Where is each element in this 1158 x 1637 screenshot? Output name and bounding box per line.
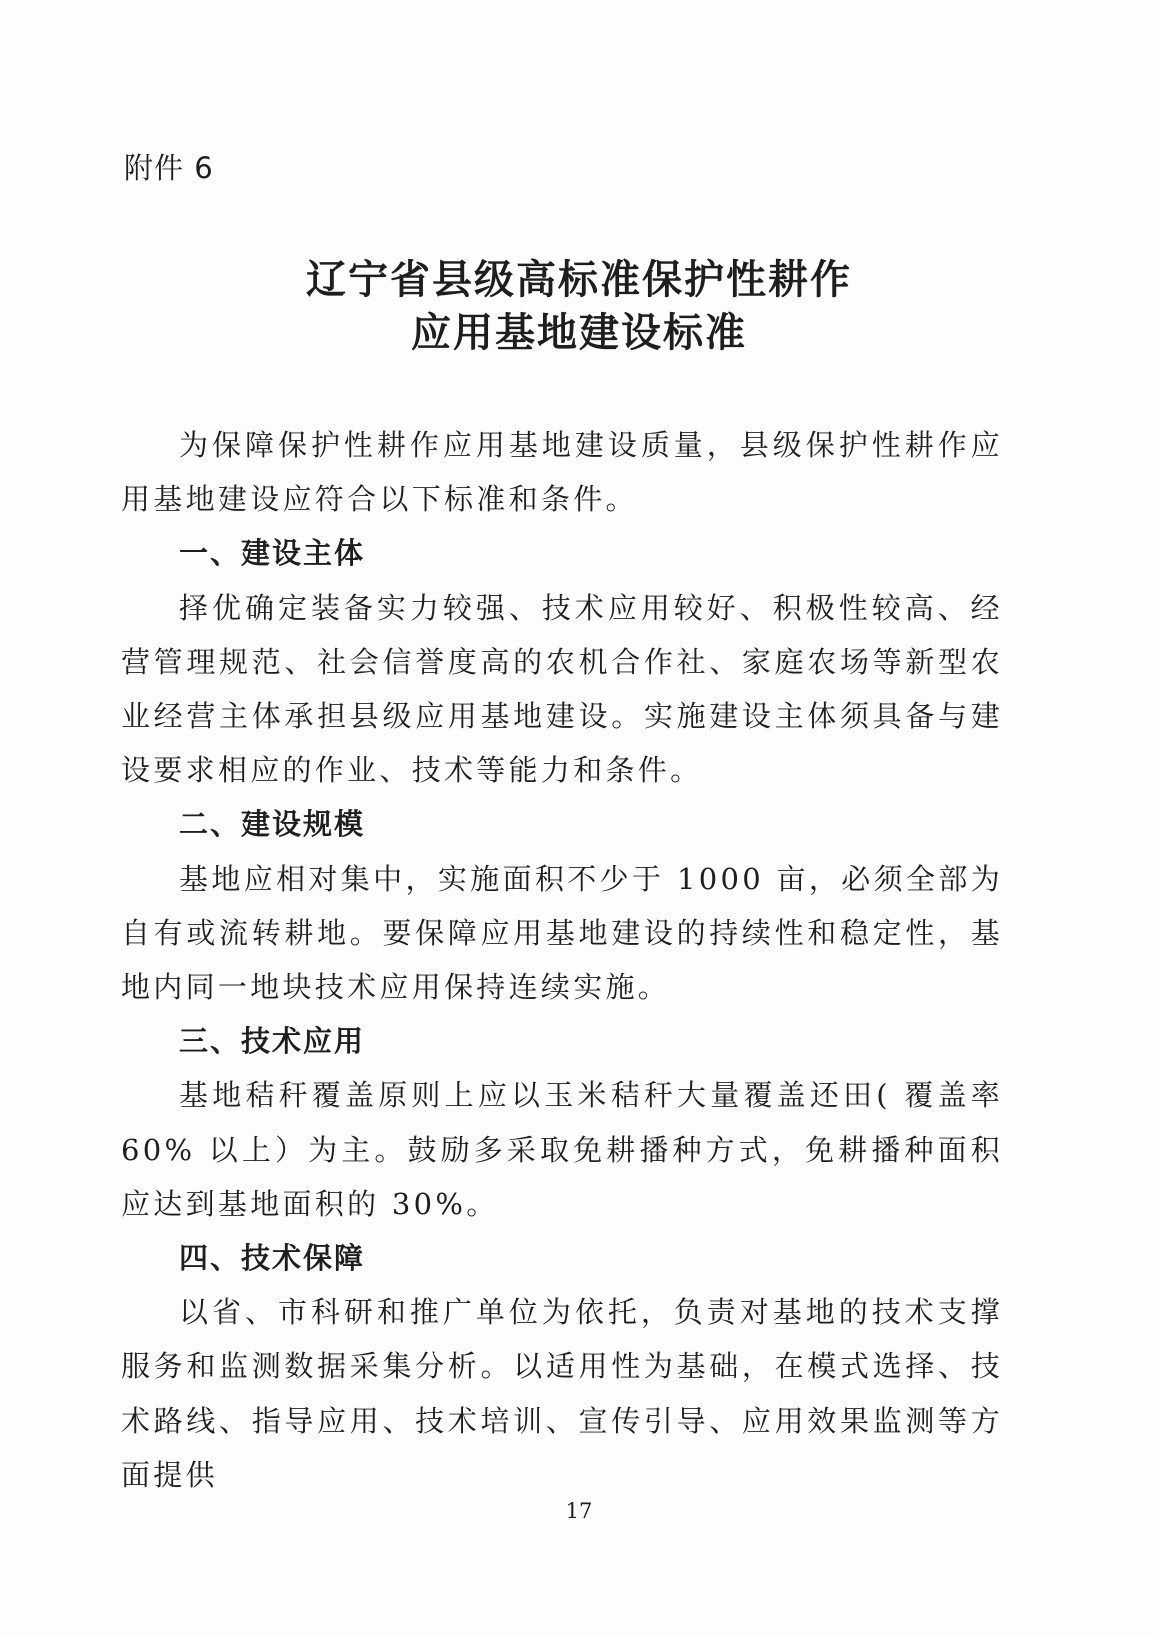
document-title-line-1: 辽宁省县级高标准保护性耕作 <box>306 257 852 303</box>
document-title-line-2: 应用基地建设标准 <box>411 310 747 356</box>
document-body <box>121 418 1003 1502</box>
section-text-technology-application: 基地秸秆覆盖原则上应以玉米秸秆大量覆盖还田( 覆盖率 60% 以上）为主。鼓励多采取免耕播种方式，免耕播种面积应达到基地面积的 30%。 <box>121 1078 1003 1221</box>
section-heading-technical-support: 四、技术保障 <box>179 1241 366 1276</box>
attachment-label: 附件 6 <box>124 151 214 185</box>
section-text-construction-entity: 择优确定装备实力较强、技术应用较好、积极性较高、经营管理规范、社会信誉度高的农机合作社、家庭农场等新型农业经营主体承担县级应用基地建设。实施建设主体须具备与建设要求相应的作业、技术等能力和条件。 <box>121 590 1003 788</box>
intro-paragraph: 为保障保护性耕作应用基地建设质量，县级保护性耕作应用基地建设应符合以下标准和条件。 <box>121 428 1003 517</box>
section-heading-construction-scale: 二、建设规模 <box>179 807 366 842</box>
section-heading-construction-entity: 一、建设主体 <box>179 536 366 571</box>
section-text-technical-support: 以省、市科研和推广单位为依托，负责对基地的技术支撑服务和监测数据采集分析。以适用性为基础，在模式选择、技术路线、指导应用、技术培训、宣传引导、应用效果监测等方面提供 <box>121 1295 1003 1492</box>
page-number: 17 <box>565 1499 593 1523</box>
section-heading-technology-application: 三、技术应用 <box>179 1024 366 1059</box>
section-text-construction-scale: 基地应相对集中，实施面积不少于 1000 亩，必须全部为自有或流转耕地。要保障应用基地建设的持续性和稳定性，基地内同一地块技术应用保持连续实施。 <box>121 861 1003 1005</box>
